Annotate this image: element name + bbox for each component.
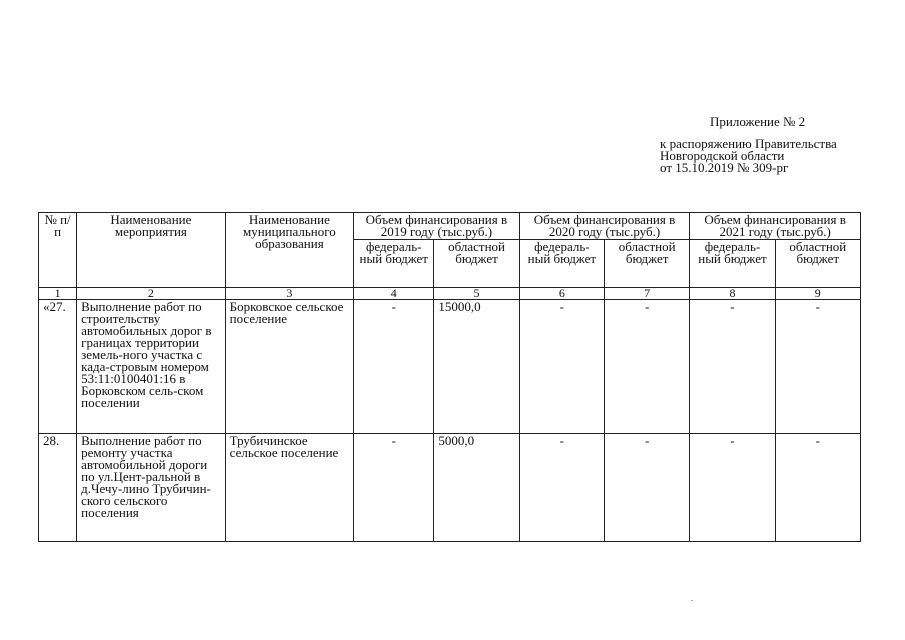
- column-number: 4: [354, 288, 434, 300]
- appendix-line-1: к распоряжению Правительства: [660, 136, 837, 151]
- column-number: 5: [434, 288, 519, 300]
- federal-2020-value: -: [519, 300, 604, 434]
- federal-2020-value: -: [519, 434, 604, 542]
- table-row: [39, 300, 861, 434]
- municipality-name: Борковское сельское поселение: [225, 300, 353, 434]
- row-number: «27.: [39, 300, 77, 434]
- appendix-line-3: от 15.10.2019 № 309-рг: [660, 160, 789, 175]
- row-number: 28.: [39, 434, 77, 542]
- header-regional-2020: областной бюджет: [605, 240, 690, 288]
- column-number: 2: [77, 288, 226, 300]
- scan-speck: [691, 600, 693, 601]
- header-regional-2019: областной бюджет: [434, 240, 519, 288]
- event-name: Выполнение работ по строительству автомобильных дорог в границах территории земель-ного участка с када-стровым номером 53:11:0100401:16 в Борковском сель-ском поселении: [77, 300, 226, 434]
- federal-2019-value: -: [354, 300, 434, 434]
- header-year-2020: Объем финансирования в 2020 году (тыс.руб.): [519, 213, 690, 240]
- column-number-row: [39, 288, 861, 300]
- header-year-2021: Объем финансирования в 2021 году (тыс.руб.): [690, 213, 861, 240]
- header-event: Наименование мероприятия: [77, 213, 226, 288]
- header-regional-2021: областной бюджет: [775, 240, 860, 288]
- column-number: 6: [519, 288, 604, 300]
- column-number: 7: [605, 288, 690, 300]
- regional-2020-value: -: [605, 434, 690, 542]
- event-name: Выполнение работ по ремонту участка автомобильной дороги по ул.Цент-ральной в д.Чечу-лино Трубичин-ского сельского поселения: [77, 434, 226, 542]
- table-row: [39, 434, 861, 542]
- header-federal-2019: федераль-ный бюджет: [354, 240, 434, 288]
- regional-2021-value: -: [775, 434, 860, 542]
- column-number: 9: [775, 288, 860, 300]
- regional-2021-value: -: [775, 300, 860, 434]
- header-municipality: Наименование муниципального образования: [225, 213, 353, 288]
- regional-2020-value: -: [605, 300, 690, 434]
- header-federal-2020: федераль-ный бюджет: [519, 240, 604, 288]
- column-number: 8: [690, 288, 775, 300]
- appendix-header: [660, 116, 900, 174]
- header-federal-2021: федераль-ный бюджет: [690, 240, 775, 288]
- header-num: № п/п: [39, 213, 77, 288]
- municipality-name: Трубичинское сельское поселение: [225, 434, 353, 542]
- appendix-line-2: Новгородской области: [660, 148, 785, 163]
- regional-2019-value: 5000,0: [434, 434, 519, 542]
- federal-2021-value: -: [690, 300, 775, 434]
- federal-2019-value: -: [354, 434, 434, 542]
- federal-2021-value: -: [690, 434, 775, 542]
- header-year-2019: Объем финансирования в 2019 году (тыс.руб.): [354, 213, 520, 240]
- column-number: 1: [39, 288, 77, 300]
- header-row-1: [39, 213, 861, 240]
- regional-2019-value: 15000,0: [434, 300, 519, 434]
- appendix-title: Приложение № 2: [710, 114, 806, 129]
- financing-table: [38, 212, 861, 542]
- column-number: 3: [225, 288, 353, 300]
